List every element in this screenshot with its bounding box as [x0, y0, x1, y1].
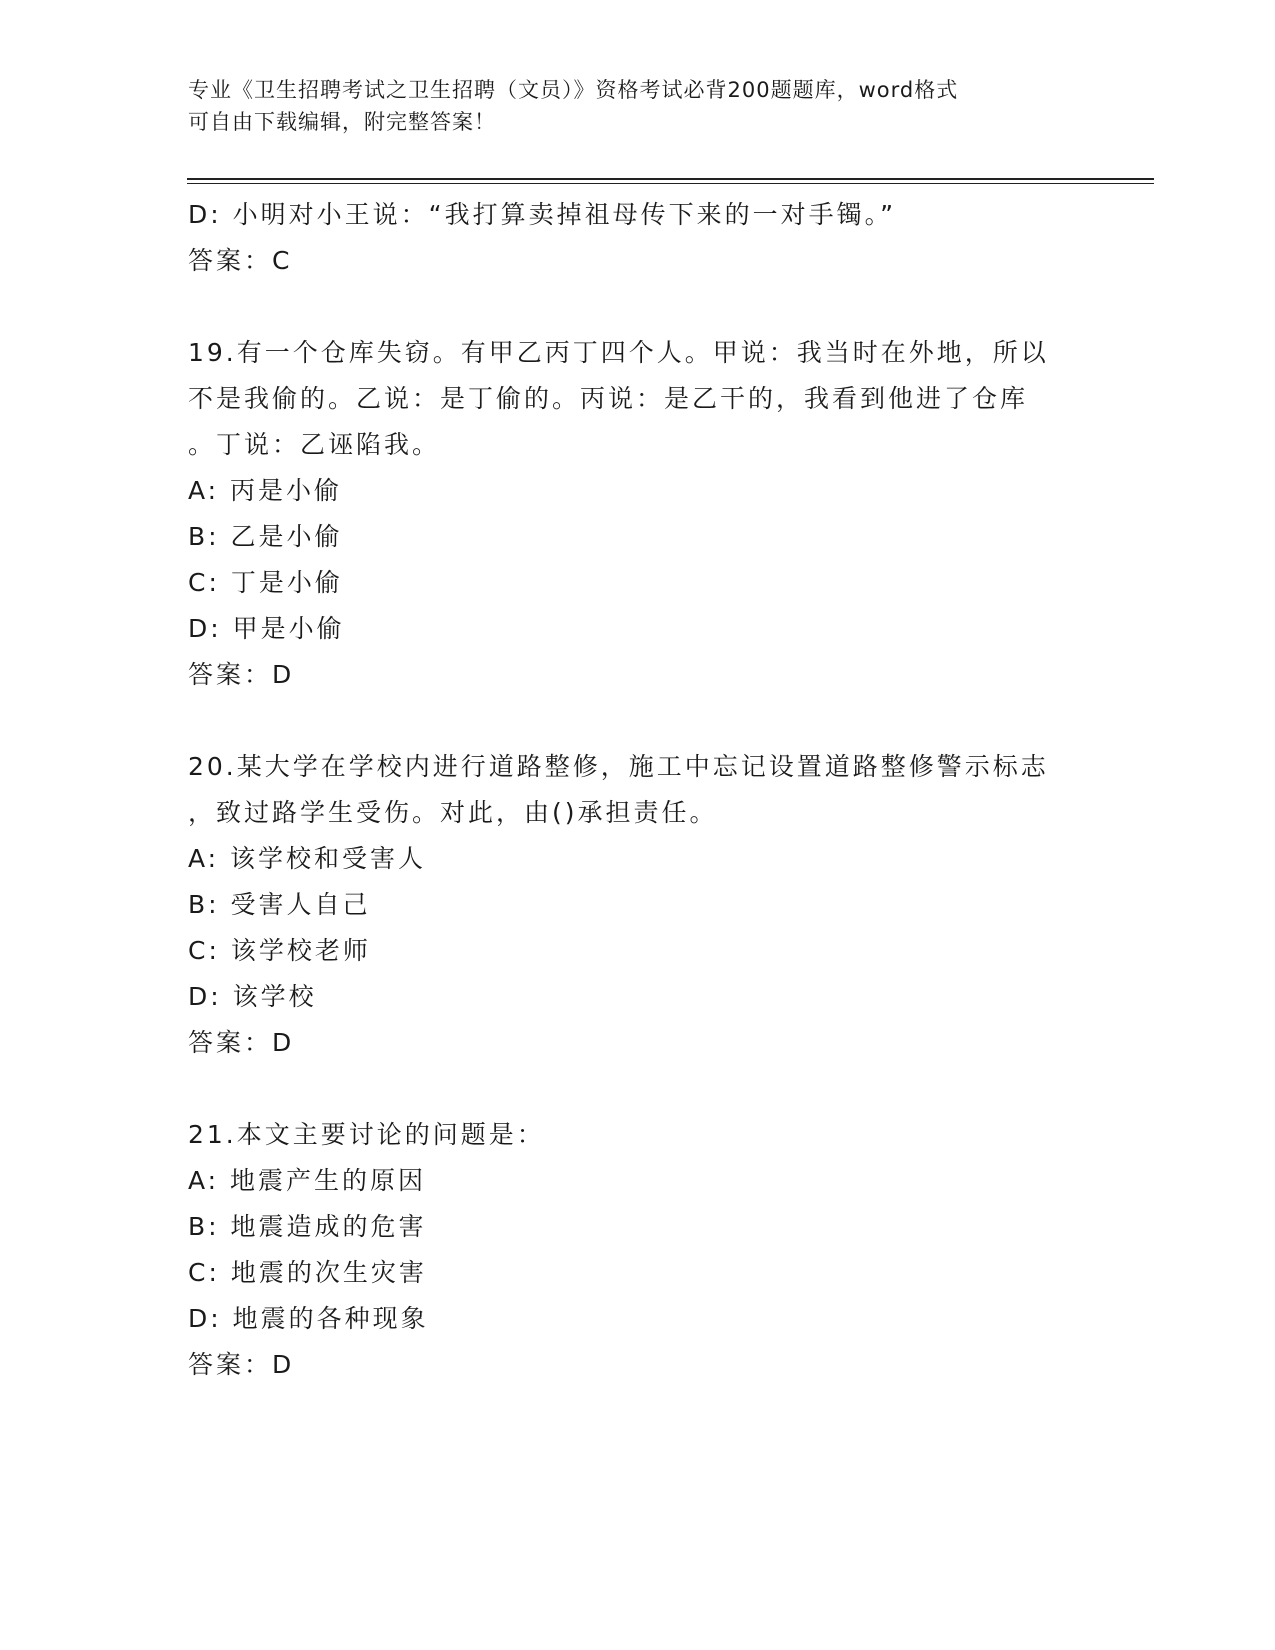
option-a: A: 地震产生的原因 [188, 1166, 427, 1195]
question-stem-line: 20.某大学在学校内进行道路整修，施工中忘记设置道路整修警示标志 [188, 752, 1049, 781]
question-stem-line: 。丁说：乙诬陷我。 [188, 430, 441, 459]
question-stem-line: 21.本文主要讨论的问题是： [188, 1120, 545, 1149]
question-stem-line: 19.有一个仓库失窃。有甲乙丙丁四个人。甲说：我当时在外地，所以 [188, 338, 1049, 367]
question-list [188, 192, 1088, 1388]
option-b: B: 地震造成的危害 [188, 1212, 427, 1241]
option-d: D: 地震的各种现象 [188, 1304, 429, 1333]
question-19 [188, 330, 1088, 698]
option-b: B: 乙是小偷 [188, 522, 343, 551]
spacer [188, 698, 1088, 744]
option-c: C: 该学校老师 [188, 936, 371, 965]
header-title-line-1: 专业《卫生招聘考试之卫生招聘（文员）》资格考试必背200题题库，word格式 [188, 78, 959, 102]
question-stem-line: 不是我偷的。乙说：是丁偷的。丙说：是乙干的，我看到他进了仓库 [188, 384, 1029, 413]
question-20 [188, 744, 1088, 1066]
option-d: D: 该学校 [188, 982, 317, 1011]
spacer [188, 1066, 1088, 1112]
option-c: C: 丁是小偷 [188, 568, 343, 597]
option-a: A: 该学校和受害人 [188, 844, 427, 873]
header-title-line-2: 可自由下载编辑，附完整答案！ [188, 110, 496, 134]
header-divider-thin [187, 183, 1154, 184]
option-d: D: 甲是小偷 [188, 614, 345, 643]
option-c: C: 地震的次生灾害 [188, 1258, 427, 1287]
option-b: B: 受害人自己 [188, 890, 371, 919]
option-d-previous: D: 小明对小王说：“我打算卖掉祖母传下来的一对手镯。” [188, 200, 897, 229]
answer-previous: 答案：C [188, 246, 293, 275]
document-header [188, 74, 1088, 138]
answer: 答案：D [188, 1028, 295, 1057]
option-a: A: 丙是小偷 [188, 476, 343, 505]
question-stem-line: ，致过路学生受伤。对此，由()承担责任。 [188, 798, 718, 827]
question-21 [188, 1112, 1088, 1388]
spacer [188, 284, 1088, 330]
header-divider-thick [187, 178, 1154, 180]
answer: 答案：D [188, 1350, 295, 1379]
answer: 答案：D [188, 660, 295, 689]
